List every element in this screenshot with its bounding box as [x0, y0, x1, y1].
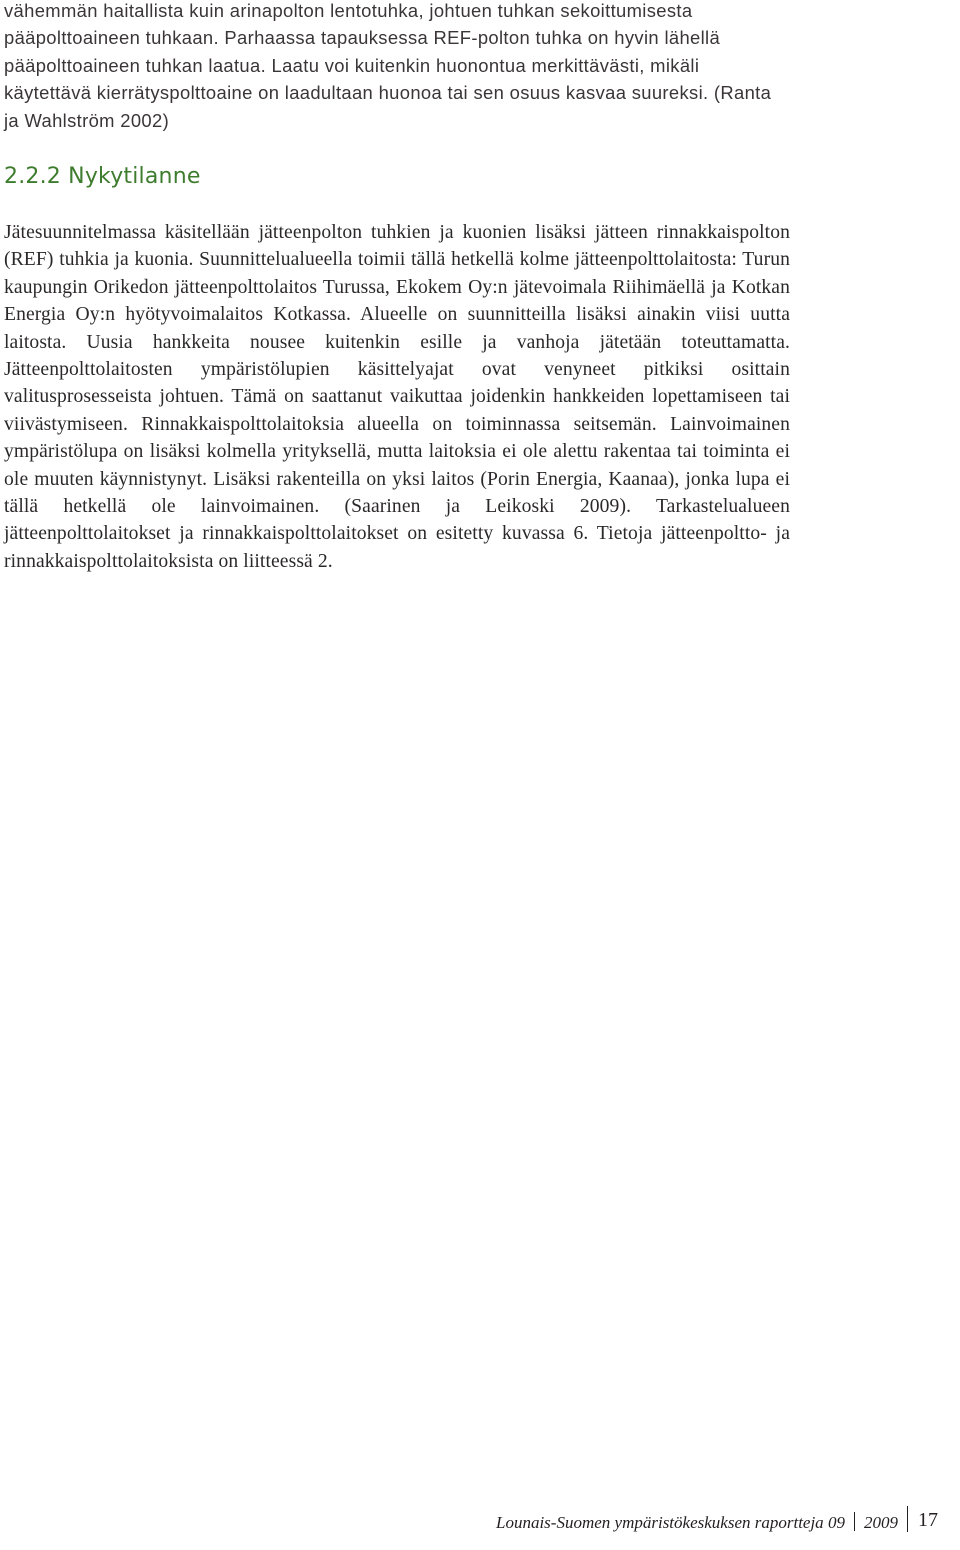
section-heading: 2.2.2 Nykytilanne — [4, 164, 201, 189]
footer-series-title: Lounais-Suomen ympäristökeskuksen raportteja — [496, 1513, 824, 1532]
page-number: 17 — [918, 1509, 938, 1531]
body-paragraph: Jätesuunnitelmassa käsitellään jätteenpolton tuhkien ja kuonien lisäksi jätteen rinnakkaispolton (REF) tuhkia ja kuonia. Suunnittelualueella toimii tällä hetkellä kolme jätteenpolttolaitosta: Turun kaupungin Orikedon jätteenpolttolaitos Turussa, Ekokem Oy:n jätevoimala Riihimäellä ja Kotkan Energia Oy:n hyötyvoimalaitos Kotkassa. Alueelle on suunnitteilla lisäksi ainakin viisi uutta laitosta. Uusia hankkeita nousee kuitenkin esille ja vanhoja jätetään toteuttamatta. Jätteenpolttolaitosten ympäristölupien käsittelyajat ovat venyneet pitkiksi osittain valitusprosesseista johtuen. Tämä on saattanut vaikuttaa joidenkin hankkeiden lopettamiseen tai viivästymiseen. Rinnakkaispolttolaitoksia alueella on toiminnassa seitsemän. Lainvoimainen ympäristölupa on lisäksi kolmella yrityksellä, mutta laitoksia ei ole alettu rakentaa tai toiminta ei ole muuten käynnistynyt. Lisäksi rakenteilla on yksi laitos (Porin Energia, Kaanaa), jonka lupa ei tällä hetkellä ole lainvoimainen. (Saarinen ja Leikoski 2009). Tarkastelualueen jätteenpolttolaitokset ja rinnakkaispolttolaitokset on esitetty kuvassa 6. Tietoja jätteenpoltto- ja rinnakkaispolttolaitoksista on liitteessä 2. — [4, 222, 790, 572]
footer-separator — [854, 1512, 855, 1531]
footer-issue-number: 09 — [827, 1513, 845, 1532]
running-footer — [496, 1512, 898, 1533]
footer-divider — [907, 1506, 908, 1532]
footer-year: 2009 — [863, 1513, 898, 1532]
intro-paragraph: vähemmän haitallista kuin arinapolton lentotuhka, johtuen tuhkan sekoittumisesta pääpolttoaineen tuhkaan. Parhaassa tapauksessa REF-polton tuhka on hyvin lähellä pääpolttoaineen tuhkan laatua. Laatu voi kuitenkin huonontua merkittävästi, mikäli käytettävä kierrätyspolttoaine on laadultaan huonoa tai sen osuus kasvaa suureksi. (Ranta ja Wahlström 2002) — [4, 0, 772, 131]
